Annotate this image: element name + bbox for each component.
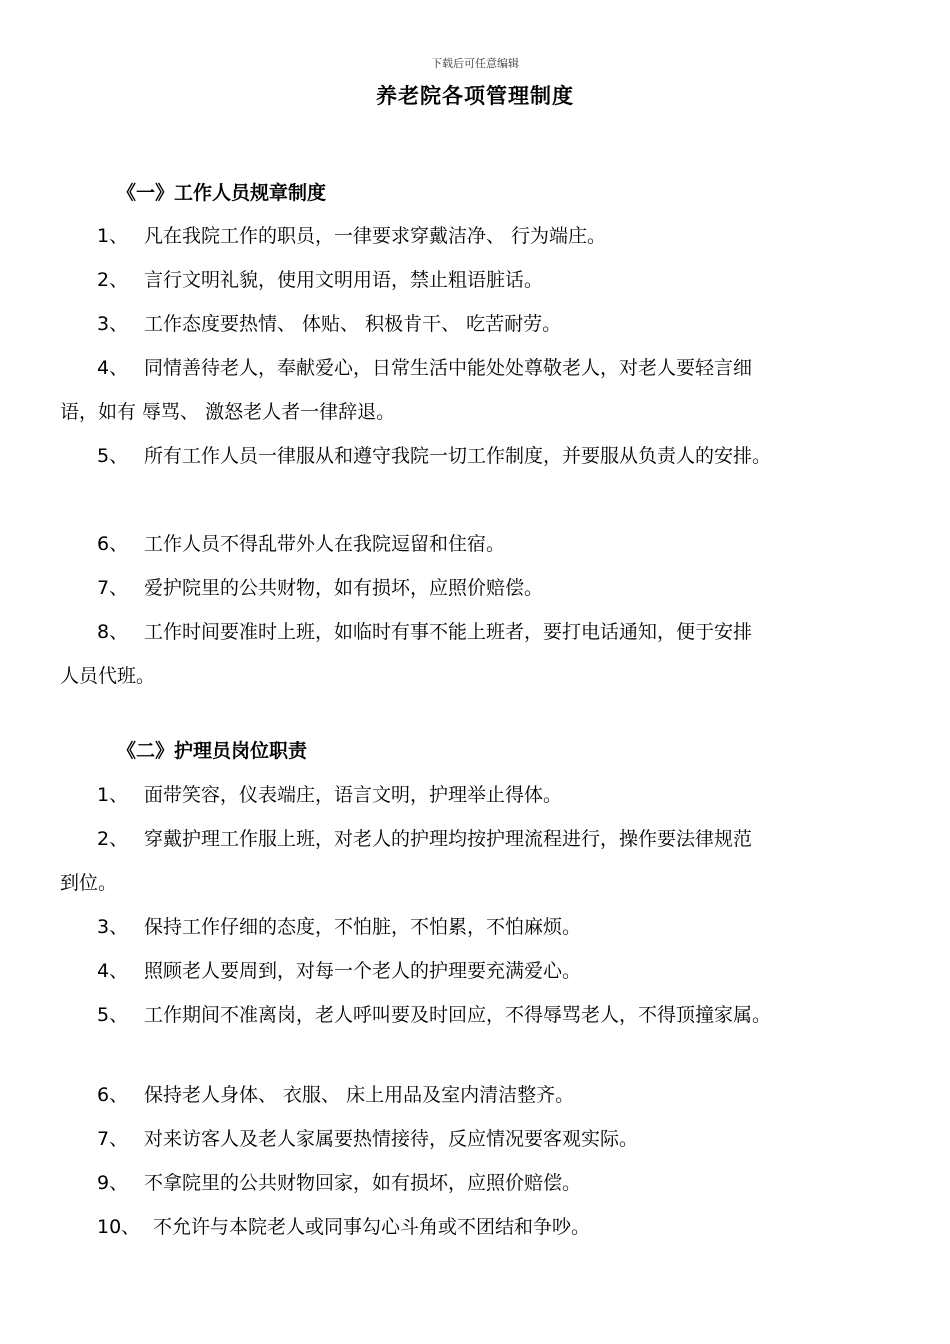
item-text: 保持老人身体、 衣服、 床上用品及室内清洁整齐。 [144, 1084, 575, 1106]
item-text: 工作期间不准离岗，老人呼叫要及时回应，不得辱骂老人，不得顶撞家属。 [144, 1004, 772, 1026]
item-text: 言行文明礼貌，使用文明用语，禁止粗语脏话。 [144, 269, 544, 291]
list-item [60, 434, 910, 478]
item-number: 6、 [97, 533, 129, 555]
list-item [60, 1117, 910, 1161]
section-heading-staff-rules: 《一》工作人员规章制度 [117, 182, 327, 204]
document-title: 养老院各项管理制度 [376, 84, 574, 108]
item-number: 8、 [97, 621, 129, 643]
item-number: 7、 [97, 1128, 129, 1150]
item-number: 2、 [97, 828, 129, 850]
item-text: 对来访客人及老人家属要热情接待，反应情况要客观实际。 [144, 1128, 639, 1150]
list-item [60, 258, 910, 302]
list-item [60, 610, 910, 698]
item-text: 同情善待老人，奉献爱心，日常生活中能处处尊敬老人，对老人要轻言细 [144, 357, 753, 379]
item-text: 工作人员不得乱带外人在我院逗留和住宿。 [144, 533, 506, 555]
item-text: 穿戴护理工作服上班，对老人的护理均按护理流程进行，操作要法律规范 [144, 828, 753, 850]
item-number: 4、 [97, 357, 129, 379]
item-number: 7、 [97, 577, 129, 599]
item-number: 1、 [97, 225, 129, 247]
item-text: 所有工作人员一律服从和遵守我院一切工作制度，并要服从负责人的安排。 [144, 445, 772, 467]
item-text-continued: 到位。 [60, 872, 118, 894]
item-number: 3、 [97, 313, 129, 335]
list-item [60, 773, 910, 817]
item-text: 不允许与本院老人或同事勾心斗角或不团结和争吵。 [153, 1216, 591, 1238]
section-heading-caregiver-duties: 《二》护理员岗位职责 [117, 740, 308, 762]
item-text: 不拿院里的公共财物回家，如有损坏，应照价赔偿。 [144, 1172, 582, 1194]
item-number: 5、 [97, 445, 129, 467]
list-item [60, 949, 910, 993]
list-item [60, 302, 910, 346]
item-text: 照顾老人要周到，对每一个老人的护理要充满爱心。 [144, 960, 582, 982]
item-text: 工作时间要准时上班，如临时有事不能上班者，要打电话通知，便于安排 [144, 621, 753, 643]
item-number: 3、 [97, 916, 129, 938]
list-item [60, 214, 910, 258]
list-item [60, 1161, 910, 1205]
item-number: 2、 [97, 269, 129, 291]
item-text: 工作态度要热情、 体贴、 积极肯干、 吃苦耐劳。 [144, 313, 562, 335]
item-number: 6、 [97, 1084, 129, 1106]
item-number: 1、 [97, 784, 129, 806]
item-text: 爱护院里的公共财物，如有损坏，应照价赔偿。 [144, 577, 544, 599]
item-number: 9、 [97, 1172, 129, 1194]
item-text-continued: 人员代班。 [60, 665, 156, 687]
item-number: 5、 [97, 1004, 129, 1026]
item-text: 保持工作仔细的态度，不怕脏，不怕累，不怕麻烦。 [144, 916, 582, 938]
list-item [60, 817, 910, 905]
download-watermark: 下载后可任意编辑 [431, 57, 519, 70]
list-item [60, 566, 910, 610]
list-item [60, 1073, 910, 1117]
list-item [60, 1205, 910, 1249]
item-text-continued: 语，如有 辱骂、 激怒老人者一律辞退。 [60, 401, 396, 423]
list-item [60, 993, 910, 1037]
item-number: 4、 [97, 960, 129, 982]
list-item [60, 346, 910, 434]
item-text: 面带笑容，仪表端庄，语言文明，护理举止得体。 [144, 784, 563, 806]
list-item [60, 905, 910, 949]
item-text: 凡在我院工作的职员，一律要求穿戴洁净、 行为端庄。 [144, 225, 607, 247]
item-number: 10、 [97, 1216, 141, 1238]
list-item [60, 522, 910, 566]
